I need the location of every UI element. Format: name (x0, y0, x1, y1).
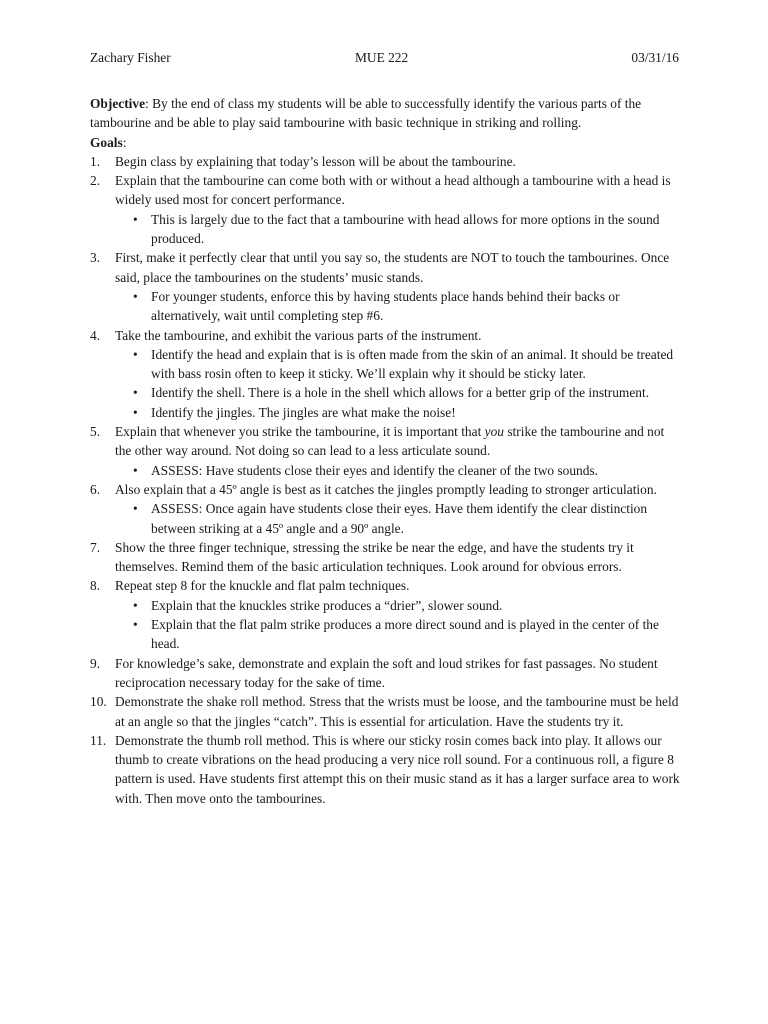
sub-list (90, 287, 682, 326)
list-item-8: 8. Repeat step 8 for the knuckle and flat palm techniques. (90, 578, 410, 594)
course-code: MUE 222 (355, 50, 409, 65)
sub-list (90, 210, 682, 249)
sub-list (90, 596, 682, 654)
bullet-item: • ASSESS: Once again have students close their eyes. Have them identify the clear distinction between striking at a 45º angle and a 90º angle. (115, 499, 682, 538)
goals-heading: Goals: (90, 134, 127, 150)
list-item-4: 4. Take the tambourine, and exhibit the various parts of the instrument. (90, 327, 482, 343)
bullet-item: • ASSESS: Have students close their eyes and identify the cleaner of the two sounds. (115, 461, 682, 480)
bullet-item: • Explain that the flat palm strike produces a more direct sound and is played in the center of the head. (115, 615, 682, 654)
list-item-1: 1. Begin class by explaining that today’s lesson will be about the tambourine. (90, 153, 516, 169)
lesson-plan-body (90, 94, 682, 808)
list-item-3: 3. First, make it perfectly clear that until you say so, the students are NOT to touch the tambourines. Once said, place the tambourines on the students’ music stands. (90, 250, 670, 285)
document-date: 03/31/16 (631, 50, 679, 65)
sub-list (90, 345, 682, 422)
list-item-10: 10. Demonstrate the shake roll method. Stress that the wrists must be loose, and the tambourine must be held at an angle so that the jingles “catch”. This is essential for articulation. Have the students try it. (90, 694, 679, 729)
goals-list (90, 152, 682, 210)
sub-list (90, 499, 682, 538)
bullet-item: • Explain that the knuckles strike produces a “drier”, slower sound. (115, 596, 682, 615)
list-item-11: 11. Demonstrate the thumb roll method. This is where our sticky rosin comes back into play. It allows our thumb to create vibrations on the head producing a very nice roll sound. For a continuous roll, a figure 8 pattern is used. Have students first attempt this on their music stand as it has a larger surface area to work with. Then move onto the tambourines. (90, 732, 680, 806)
objective-text: : By the end of class my students will be able to successfully identify the various parts of the tambourine and be able to play said tambourine with basic technique in striking and rolling. (90, 96, 642, 131)
author-name: Zachary Fisher (90, 50, 171, 65)
bullet-item: • For younger students, enforce this by having students place hands behind their backs or alternatively, wait until completing step #6. (115, 287, 682, 326)
bullet-item: • This is largely due to the fact that a tambourine with head allows for more options in the sound produced. (115, 210, 682, 249)
page-header (90, 48, 679, 68)
sub-list (90, 461, 682, 480)
list-item-6: 6. Also explain that a 45º angle is best as it catches the jingles promptly leading to stronger articulation. (90, 481, 657, 497)
bullet-item: • Identify the jingles. The jingles are what make the noise! (115, 403, 682, 422)
goals-label: Goals (90, 134, 123, 150)
list-item-2: 2. Explain that the tambourine can come both with or without a head although a tambourine with a head is widely used most for concert performance. (90, 173, 671, 208)
objective-label: Objective (90, 96, 146, 111)
list-item-9: 9. For knowledge’s sake, demonstrate and explain the soft and loud strikes for fast passages. No student reciprocation necessary today for the sake of time. (90, 655, 658, 690)
bullet-item: • Identify the head and explain that is is often made from the skin of an animal. It should be treated with bass rosin often to keep it sticky. We’ll explain why it should be sticky later. (115, 345, 682, 384)
objective-paragraph (90, 94, 682, 133)
list-item-5: 5. Explain that whenever you strike the tambourine, it is important that you strike the tambourine and not the other way around. Not doing so can lead to a less articulate sound. (90, 424, 665, 459)
bullet-item: • Identify the shell. There is a hole in the shell which allows for a better grip of the instrument. (115, 383, 682, 402)
list-item-7: 7. Show the three finger technique, stressing the strike be near the edge, and have the students try it themselves. Remind them of the basic articulation techniques. Look around for obvious errors. (90, 539, 634, 575)
